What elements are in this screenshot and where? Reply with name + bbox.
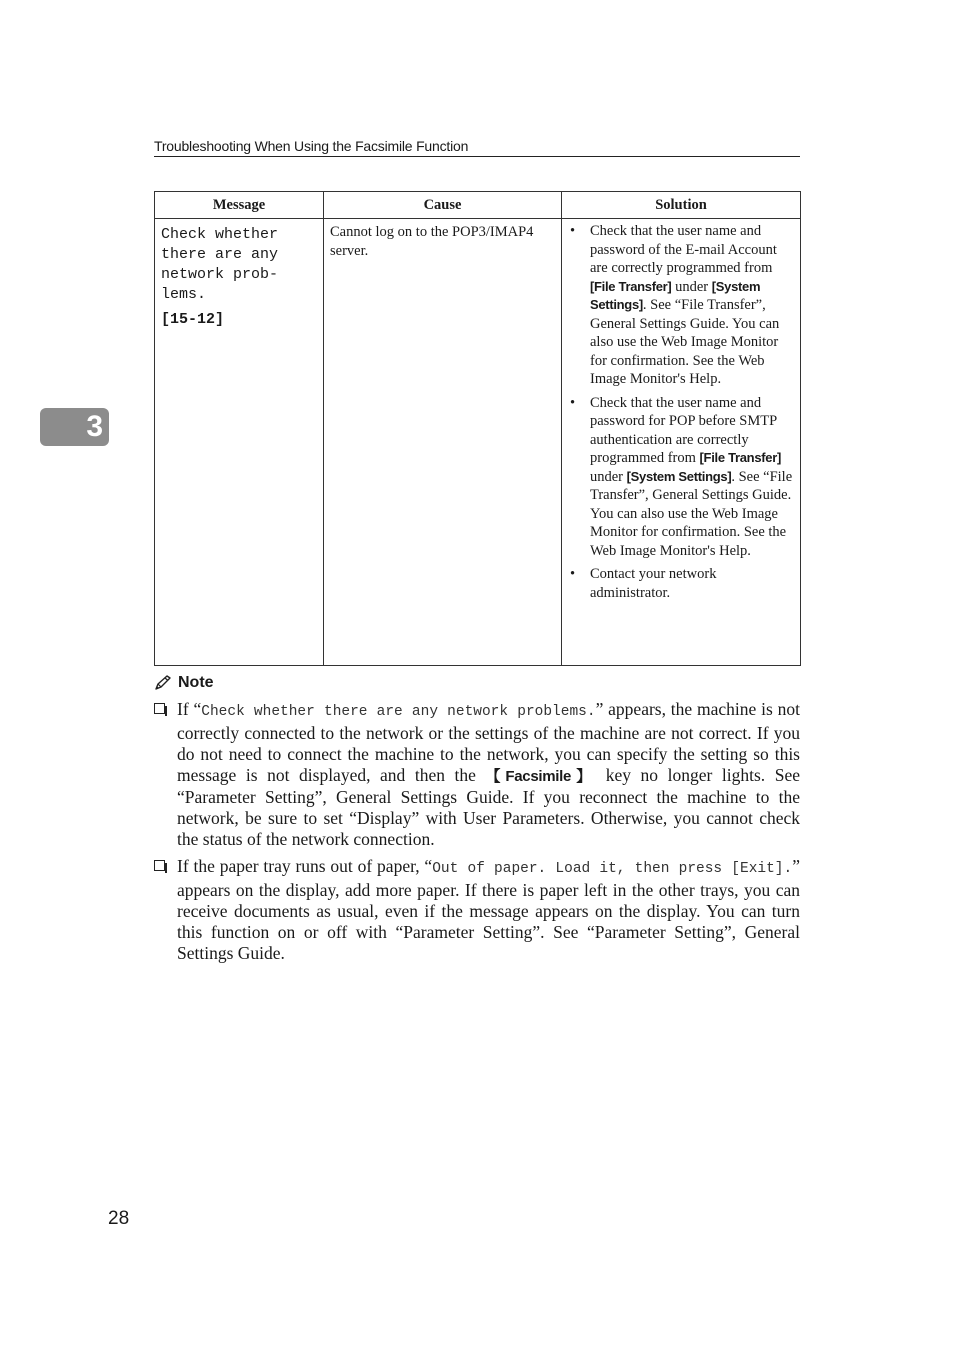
solution-text: under [590, 468, 627, 485]
checkbox-icon [154, 703, 165, 714]
note-text: ” appears on the display, add more paper. If there is paper left in the other trays, you can receive documents as usual, even if the message appears on the display. You can turn this function on or off with “Parameter Setting”. See “Parameter Setting”, General Settings Guide. [177, 856, 800, 963]
pencil-icon [154, 675, 174, 691]
note-message: Check whether there are any network problems. [201, 704, 596, 720]
message-text: Check whether there are any network prob- lems. [161, 226, 279, 303]
table-header-row [155, 192, 801, 219]
key-system-settings: [System Settings] [590, 278, 761, 312]
message-code: [15-12] [161, 311, 225, 328]
note-text: If “ [177, 699, 202, 719]
solution-item [568, 565, 794, 602]
solution-text: Check that the user name and password of the E-mail Account are correctly programmed from [590, 223, 777, 276]
solution-text: . See “File Transfer”, General Settings Guide. You can also use the Web Image Monitor for confirmation. See the Web Image Monitor's Help. [590, 468, 793, 559]
solution-item [568, 222, 794, 389]
solution-text: Check that the user name and password for POP before SMTP authentication are correctly programmed from [590, 394, 777, 466]
note-body [154, 699, 800, 970]
cause-cell: Cannot log on to the POP3/IMAP4 server. [324, 219, 562, 666]
header-message: Message [155, 192, 324, 219]
chapter-tab [40, 408, 109, 446]
note-message: Out of paper. Load it, then press [Exit]. [432, 861, 793, 877]
bullet-icon: • [570, 223, 576, 239]
note-text: ” appears, the machine is not correctly connected to the network or the settings of the machine are not correct. If you do not need to connect the machine to the network, you can specify the setting so this message is not displayed, and then the [177, 699, 800, 785]
key-file-transfer: [File Transfer] [590, 278, 672, 294]
solution-cell [562, 219, 801, 666]
note-heading [154, 674, 214, 692]
solution-text: Contact your network administrator. [590, 566, 717, 601]
running-header-title: Troubleshooting When Using the Facsimile Function [154, 138, 469, 154]
note-text: key no longer lights. See “Parameter Setting”, General Settings Guide. If you reconnect the machine to the network, be sure to set “Display” with User Parameters. Otherwise, you cannot check the status of the network connection. [177, 765, 800, 849]
note-title: Note [178, 674, 214, 691]
message-table [154, 191, 801, 666]
header-cause: Cause [324, 192, 562, 219]
message-cell [155, 219, 324, 666]
table-row [155, 219, 801, 666]
header-solution: Solution [562, 192, 801, 219]
bullet-icon: • [570, 566, 576, 582]
solution-text: under [671, 278, 712, 295]
solution-item [568, 394, 794, 561]
note-item [154, 856, 800, 964]
chapter-number: 3 [86, 410, 103, 443]
solution-list [568, 222, 794, 602]
note-text: If the paper tray runs out of paper, “ [177, 856, 433, 876]
key-file-transfer: [File Transfer] [699, 450, 781, 465]
bullet-icon: • [570, 394, 576, 411]
key-facsimile: 【Facsimile】 [485, 768, 597, 785]
running-header [154, 138, 800, 157]
note-item [154, 699, 800, 850]
key-system-settings: [System Settings] [626, 468, 732, 484]
solution-text: . See “File Transfer”, General Settings Guide. You can also use the Web Image Monitor for confirmation. See the Web Image Monitor's Help. [590, 297, 780, 387]
checkbox-icon [154, 860, 165, 871]
page-number: 28 [108, 1208, 130, 1229]
